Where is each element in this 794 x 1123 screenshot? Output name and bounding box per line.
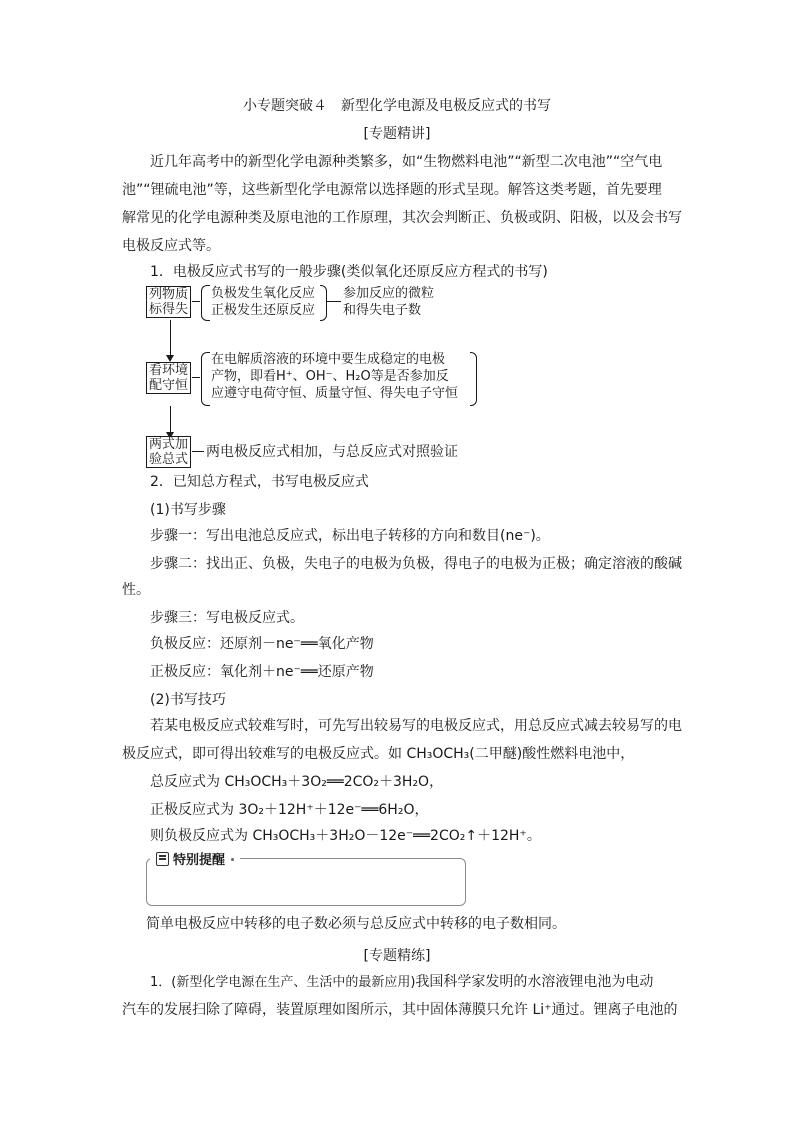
step2-line-b: 产物，即看H⁺、OH⁻、H₂O等是否参加反: [211, 369, 449, 384]
note-text: 简单电极反应中转移的电子数必须与总反应式中转移的电子数相同。: [146, 916, 566, 932]
section-heading-lecture: [专题精讲]: [363, 126, 431, 142]
box-sum-verify: 两式加 验总式: [146, 436, 191, 468]
page-title: 小专题突破４ 新型化学电源及电极反应式的书写: [243, 98, 551, 114]
subheading-writing-steps: (1)书写步骤: [150, 502, 226, 518]
intro-line-1: 近几年高考中的新型化学电源种类繁多，如“生物燃料电池”“新型二次电池”“空气电: [150, 154, 663, 170]
negative-reaction: 负极反应：还原剂－ne⁻══氧化产物: [150, 636, 374, 652]
tip-line-a: 若某电极反应式较难写时，可先写出较易写的电极反应式，用总反应式减去较易写的电: [150, 718, 682, 734]
step-two-line-b: 性。: [122, 582, 150, 598]
tip-line-b: 极反应式，即可得出较难写的电极反应式。如 CH₃OCH₃(二甲醚)酸性燃料电池中，: [122, 746, 635, 762]
step-one: 步骤一：写出电池总反应式，标出电子转移的方向和数目(ne⁻)。: [150, 528, 550, 544]
section-heading-practice: [专题精练]: [363, 948, 431, 964]
question-1-line-b: 汽车的发展扫除了障碍，装置原理如图所示，其中固体薄膜只允许 Li⁺通过。锂离子电池的: [122, 1002, 678, 1018]
positive-equation: 正极反应式为 3O₂＋12H⁺＋12e⁻══6H₂O，: [150, 802, 429, 818]
box-check-environment: 看环境 配守恒: [146, 362, 191, 394]
intro-line-4: 电极反应式等。: [122, 238, 220, 254]
step-three: 步骤三：写电极反应式。: [150, 610, 304, 626]
note-icon: [156, 852, 169, 866]
special-note-header: 特别提醒: [150, 850, 240, 870]
step-two-line-a: 步骤二：找出正、负极，失电子的电极为负极，得电子的电极为正极；确定溶液的酸碱: [150, 556, 682, 572]
arrow-down-icon: [166, 355, 174, 362]
step3-text: 两电极反应式相加，与总反应式对照验证: [206, 444, 458, 460]
question-1-line-a: 1．(新型化学电源在生产、生活中的最新应用)我国科学家发明的水溶液锂电池为电动: [150, 974, 654, 990]
heading-known-equation: 2．已知总方程式，书写电极反应式: [150, 474, 369, 490]
step2-line-a: 在电解质溶液的环境中要生成稳定的电极: [211, 352, 446, 367]
box-list-substances: 列物质 标得失: [146, 286, 191, 318]
negative-equation: 则负极反应式为 CH₃OCH₃＋3H₂O－12e⁻══2CO₂↑＋12H⁺。: [150, 828, 541, 844]
total-equation: 总反应式为 CH₃OCH₃＋3O₂══2CO₂＋3H₂O，: [150, 774, 444, 790]
step1-line-b: 正极发生还原反应: [211, 303, 316, 318]
question-1-topic: 1．(新型化学电源在生产、生活中的最新应用): [150, 975, 416, 990]
heading-general-steps: 1．电极反应式书写的一般步骤(类似氧化还原反应方程式的书写): [150, 264, 548, 280]
subheading-writing-tips: (2)书写技巧: [150, 692, 226, 708]
intro-line-2: 池”“锂硫电池”等，这些新型化学电源常以选择题的形式呈现。解答这类考题，首先要理: [122, 182, 662, 198]
intro-line-3: 解常见的化学电源种类及原电池的工作原理，其次会判断正、负极或阴、阳极，以及会书写: [122, 210, 682, 226]
step1-right-a: 参加反应的微粒: [343, 286, 435, 301]
step1-line-a: 负极发生氧化反应: [211, 286, 316, 301]
step1-right-b: 和得失电子数: [343, 303, 422, 318]
positive-reaction: 正极反应：氧化剂＋ne⁻══还原产物: [150, 664, 374, 680]
step2-line-c: 应遵守电荷守恒、质量守恒、得失电子守恒: [211, 386, 459, 401]
